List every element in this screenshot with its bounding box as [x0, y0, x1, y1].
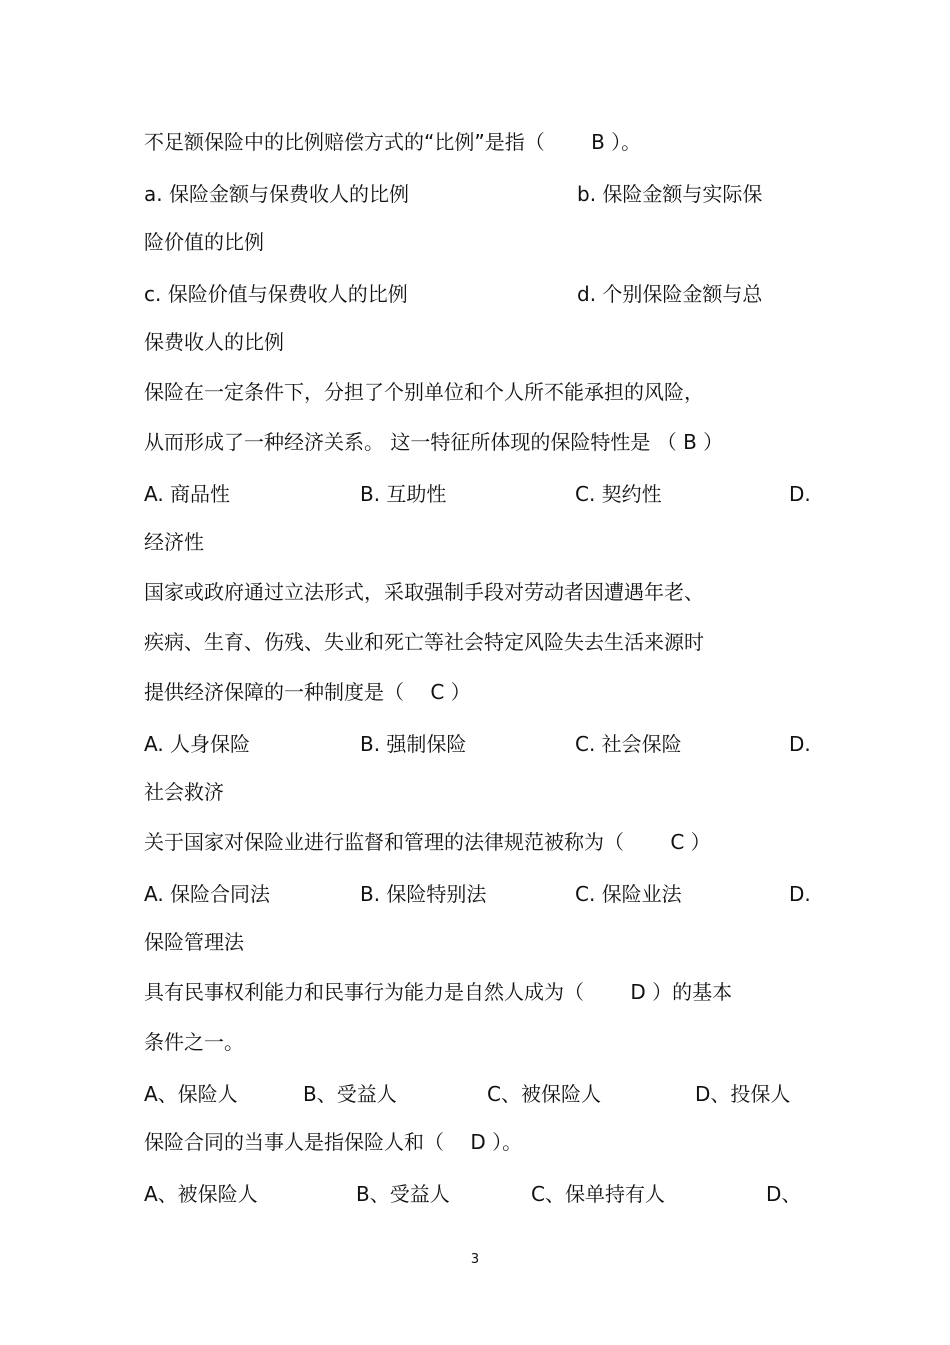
question-6-option-c: C、保单持有人	[531, 1182, 665, 1206]
page-number: 3	[470, 1252, 480, 1267]
question-1-option-d: d. 个别保险金额与总	[577, 282, 763, 306]
question-2-option-d: D.	[789, 482, 811, 506]
question-3-stem-line-3: 提供经济保障的一种制度是（ C ）	[144, 680, 471, 704]
question-5-option-d: D、投保人	[695, 1082, 791, 1106]
question-5-stem-line-2: 条件之一。	[144, 1030, 244, 1054]
question-2-option-a: A. 商品性	[144, 482, 231, 506]
question-3-option-b: B. 强制保险	[360, 732, 467, 756]
question-3-option-d: D.	[789, 732, 811, 756]
question-1-option-a: a. 保险金额与保费收人的比例	[144, 182, 409, 206]
question-6-option-a: A、被保险人	[144, 1182, 258, 1206]
question-6-option-d: D、	[766, 1182, 802, 1206]
question-5-option-c: C、被保险人	[487, 1082, 601, 1106]
question-2-option-b: B. 互助性	[360, 482, 447, 506]
question-5-stem-line-1: 具有民事权利能力和民事行为能力是自然人成为（ D ）的基本	[144, 980, 733, 1004]
question-1-option-c: c. 保险价值与保费收人的比例	[144, 282, 408, 306]
question-5-option-b: B、受益人	[303, 1082, 397, 1106]
question-6-stem-line-1: 保险合同的当事人是指保险人和（ D ）。	[144, 1130, 523, 1154]
question-4-stem-line-1: 关于国家对保险业进行监督和管理的法律规范被称为（ C ）	[144, 830, 711, 854]
question-5-option-a: A、保险人	[144, 1082, 238, 1106]
question-3-option-c: C. 社会保险	[575, 732, 682, 756]
question-1-stem-line-1: 不足额保险中的比例赔偿方式的“比例”是指（ B ）。	[144, 130, 642, 154]
question-3-option-d-continued: 社会救济	[144, 780, 224, 804]
question-4-option-b: B. 保险特别法	[360, 882, 487, 906]
question-3-stem-line-1: 国家或政府通过立法形式，采取强制手段对劳动者因遭遇年老、	[144, 580, 704, 604]
question-2-stem-line-2: 从而形成了一种经济关系。 这一特征所体现的保险特性是 （ B ）	[144, 430, 724, 454]
question-2-stem-line-1: 保险在一定条件下，分担了个别单位和个人所不能承担的风险，	[144, 380, 704, 404]
question-2-option-c: C. 契约性	[575, 482, 662, 506]
question-6-option-b: B、受益人	[356, 1182, 450, 1206]
question-4-option-d-continued: 保险管理法	[144, 930, 244, 954]
question-4-option-c: C. 保险业法	[575, 882, 682, 906]
question-1-option-d-continued: 保费收人的比例	[144, 330, 284, 354]
question-4-option-a: A. 保险合同法	[144, 882, 271, 906]
question-3-option-a: A. 人身保险	[144, 732, 251, 756]
question-2-option-d-continued: 经济性	[144, 530, 204, 554]
question-1-option-b-continued: 险价值的比例	[144, 230, 264, 254]
question-3-stem-line-2: 疾病、生育、伤残、失业和死亡等社会特定风险失去生活来源时	[144, 630, 704, 654]
question-1-option-b: b. 保险金额与实际保	[577, 182, 763, 206]
question-4-option-d: D.	[789, 882, 811, 906]
